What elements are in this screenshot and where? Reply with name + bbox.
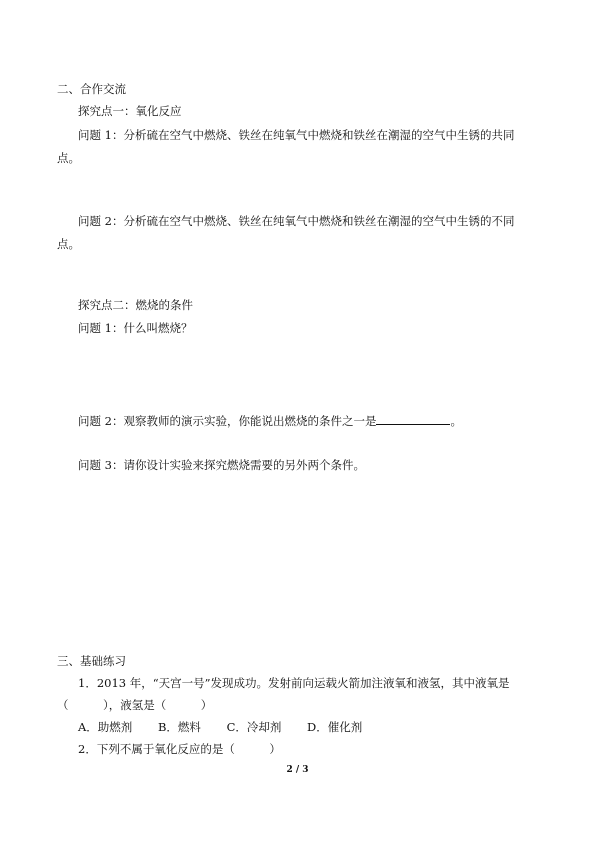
inquiry-point-one-title: 探究点一：氧化反应	[78, 104, 182, 118]
option-b: B．燃料	[157, 720, 201, 734]
page-number: 2 / 3	[286, 765, 309, 775]
question-combustion-condition	[78, 413, 462, 428]
section-heading-cooperation: 二、合作交流	[57, 82, 126, 96]
question-combustion-condition-end: 。	[450, 414, 462, 428]
question-combustion-condition-text: 问题 2：观察教师的演示实验，你能说出燃烧的条件之一是	[78, 414, 377, 428]
option-a: A．助燃剂	[78, 720, 133, 734]
exercise-1-line-2: （ ），液氢是（ ）	[57, 698, 213, 712]
question-2-line-1: 问题 2：分析硫在空气中燃烧、铁丝在纯氧气中燃烧和铁丝在潮湿的空气中生锈的不同	[78, 214, 515, 228]
exercise-1-line-1: 1．2013 年，“天宫一号”发现成功。发射前向运载火箭加注液氧和液氢，其中液氧是	[78, 676, 510, 690]
question-what-is-combustion: 问题 1：什么叫燃烧？	[78, 321, 193, 335]
option-c: C．冷却剂	[226, 720, 282, 734]
section-heading-basic-practice: 三、基础练习	[57, 654, 126, 668]
question-design-experiment: 问题 3：请你设计实验来探究燃烧需要的另外两个条件。	[78, 458, 365, 472]
exercise-2: 2．下列不属于氧化反应的是（ ）	[78, 742, 281, 756]
question-1-line-1: 问题 1：分析硫在空气中燃烧、铁丝在纯氧气中燃烧和铁丝在潮湿的空气中生锈的共同	[78, 128, 515, 142]
exercise-1-options	[78, 720, 384, 734]
option-d: D．催化剂	[307, 720, 363, 734]
inquiry-point-two-title: 探究点二：燃烧的条件	[78, 298, 193, 312]
answer-blank[interactable]	[376, 413, 450, 425]
question-1-line-2: 点。	[57, 151, 80, 165]
question-2-line-2: 点。	[57, 237, 80, 251]
